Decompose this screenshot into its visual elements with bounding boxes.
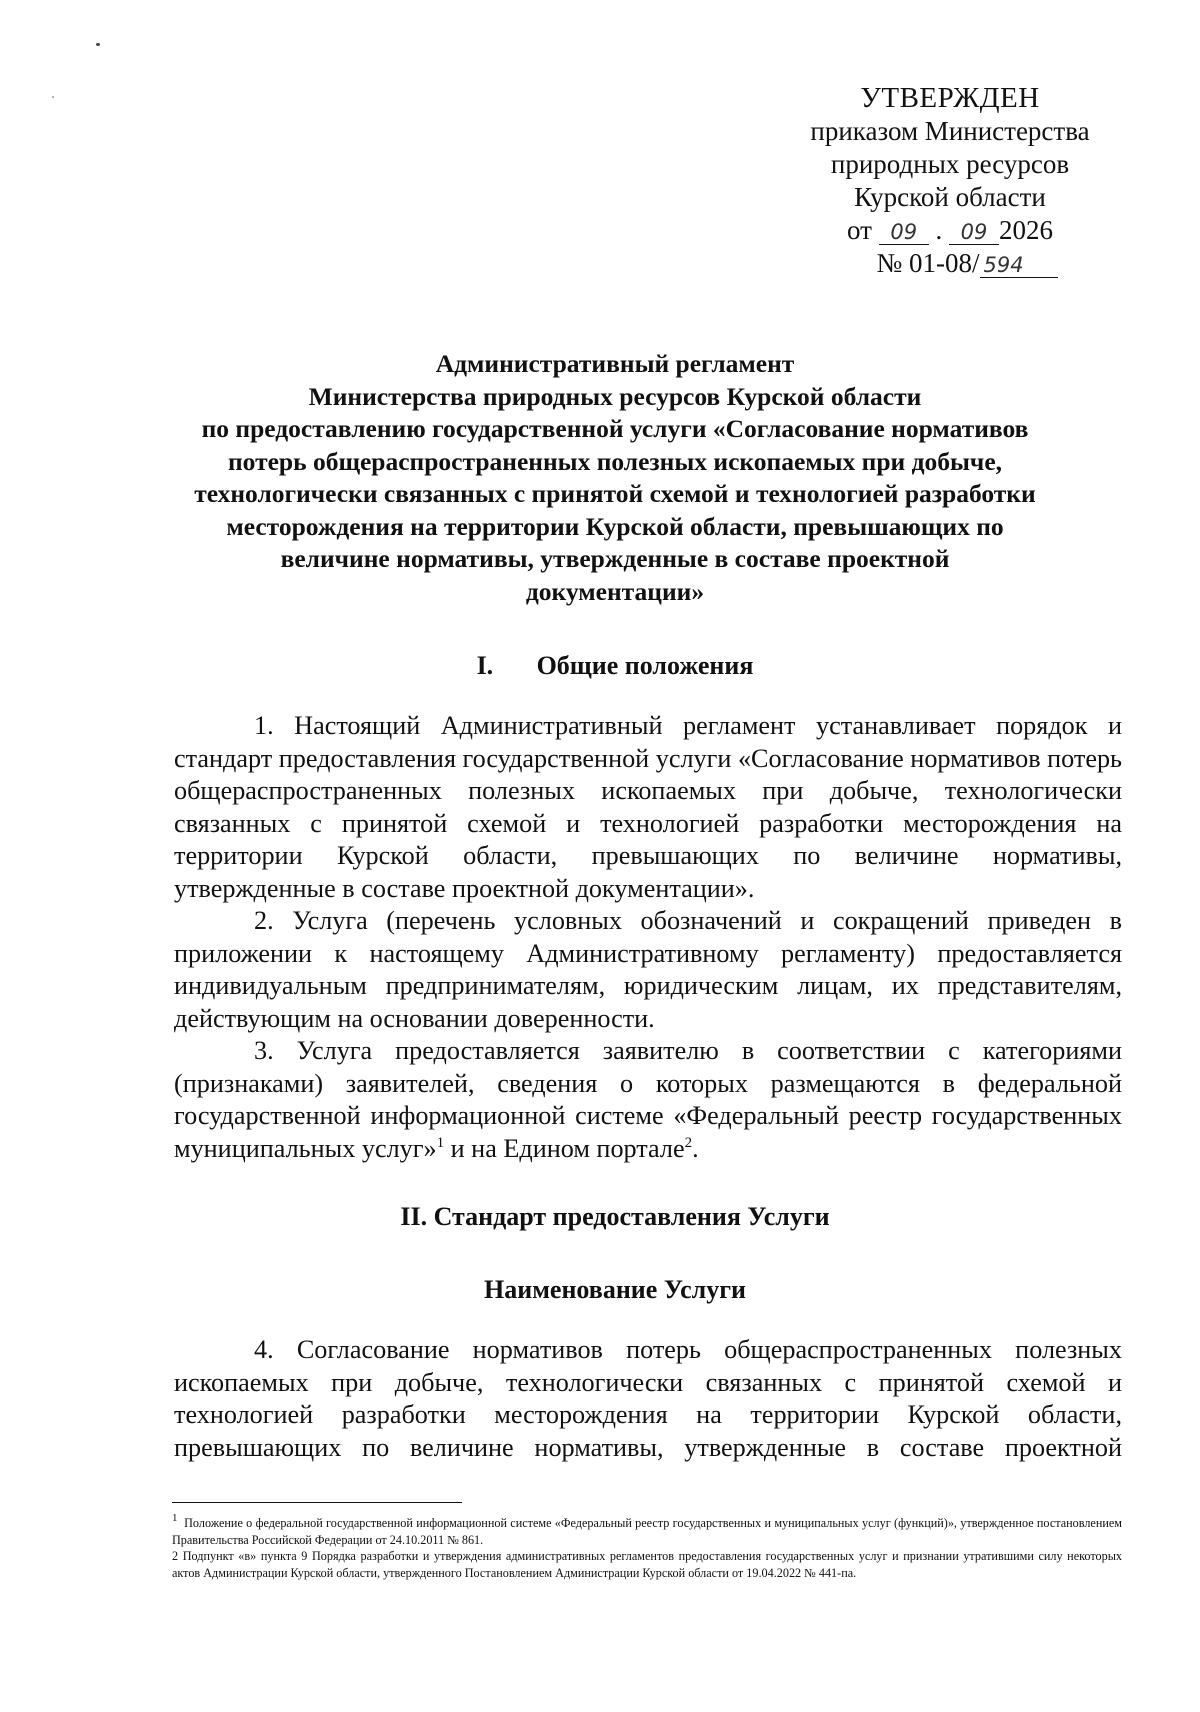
approval-line-2: природных ресурсов	[830, 149, 1070, 179]
section-2-heading: II. Стандарт предоставления Услуги	[400, 1202, 830, 1231]
handwritten-day: 09	[879, 220, 929, 245]
approval-block	[770, 82, 1130, 280]
approval-date-year: 2026	[998, 215, 1053, 245]
paragraph-2: 2. Услуга (перечень условных обозначений и сокращений приведен в приложении к настоящему Административному регламенту) предоставляется индивидуальным предпринимателям, юридическим лицам, их представителям, действующим на основании доверенности.	[174, 906, 1122, 1033]
approval-line-3: Курской области	[854, 182, 1046, 212]
section-2-body	[174, 1334, 1122, 1464]
paragraph-3	[174, 1035, 1122, 1165]
approval-line-1: приказом Министерства	[810, 116, 1090, 146]
title-line: Административный регламент	[435, 349, 795, 378]
title-line: величине нормативы, утвержденные в составе проектной	[280, 544, 950, 573]
section-1-number: I.	[476, 651, 494, 680]
title-line: по предоставлению государственной услуги «Согласование нормативов	[201, 414, 1029, 443]
paragraph-1: 1. Настоящий Административный регламент устанавливает порядок и стандарт предоставления государственной услуги «Согласование нормативов потерь общераспространенных полезных ископаемых при добыче, технологически связанных с принятой схемой и технологией разработки месторождения на территории Курской области, превышающих по величине нормативы, утвержденные в составе проектной документации».	[174, 711, 1122, 903]
footnote-ref-2: 2	[684, 1134, 693, 1151]
footnote-1-text: Положение о федеральной государственной информационной системе «Федеральный реестр государственных и муниципальных услуг (функций)», утвержденное постановлением Правительства Российской Федерации от 24.10.2011 № 861.	[172, 1516, 1122, 1547]
footnote-1	[172, 1512, 1122, 1548]
paragraph-4: 4. Согласование нормативов потерь общераспространенных полезных ископаемых при добыче, технологически связанных с принятой схемой и технологией разработки месторождения на территории Курской области, превышающих по величине нормативы, утвержденные в составе проектной	[174, 1335, 1122, 1462]
approval-number-prefix: № 01-08/	[876, 248, 980, 278]
handwritten-number: 594	[980, 253, 1058, 278]
title-line: месторождения на территории Курской области, превышающих по	[226, 511, 1004, 541]
approval-title: УТВЕРЖДЕН	[860, 82, 1040, 114]
footnote-divider	[172, 1502, 462, 1503]
scan-speck	[52, 96, 54, 98]
title-line: потерь общераспространенных полезных ископаемых при добыче,	[227, 446, 1003, 476]
approval-date-prefix: от	[847, 215, 872, 245]
approval-number	[770, 247, 1130, 280]
scan-speck	[96, 43, 100, 46]
footnote-1-mark: 1	[172, 1512, 178, 1524]
section-1-title: Общие положения	[536, 651, 754, 680]
footnotes	[172, 1512, 1122, 1581]
section-1-heading	[150, 651, 1080, 681]
document-title	[150, 348, 1080, 608]
title-line: документации»	[525, 576, 705, 606]
subsection-heading: Наименование Услуги	[483, 1275, 747, 1304]
paragraph-3-end: .	[692, 1133, 699, 1163]
section-1-body	[174, 710, 1122, 1165]
approval-date	[770, 214, 1130, 247]
approval-date-separator: .	[935, 215, 943, 245]
paragraph-3-text: 3. Услуга предоставляется заявителю в соответствии с категориями (признаками) заявителей, сведения о которых размещаются в федеральной государственной информационной системе «Федеральный реестр государственных муниципальных услуг»	[174, 1036, 1122, 1163]
footnote-2: 2 Подпункт «в» пункта 9 Порядка разработки и утверждения административных регламентов предоставления государственных услуг и признании утратившими силу некоторых актов Администрации Курской области, утвержденного Постановлением Администрации Курской области от 19.04.2022 № 441-па.	[172, 1549, 1122, 1580]
paragraph-3-text-cont: и на Едином портале	[444, 1133, 685, 1163]
footnote-ref-1: 1	[436, 1134, 445, 1151]
title-line: Министерства природных ресурсов Курской области	[308, 381, 922, 411]
handwritten-month: 09	[949, 220, 999, 245]
title-line: технологически связанных с принятой схемой и технологией разработки	[194, 479, 1036, 508]
